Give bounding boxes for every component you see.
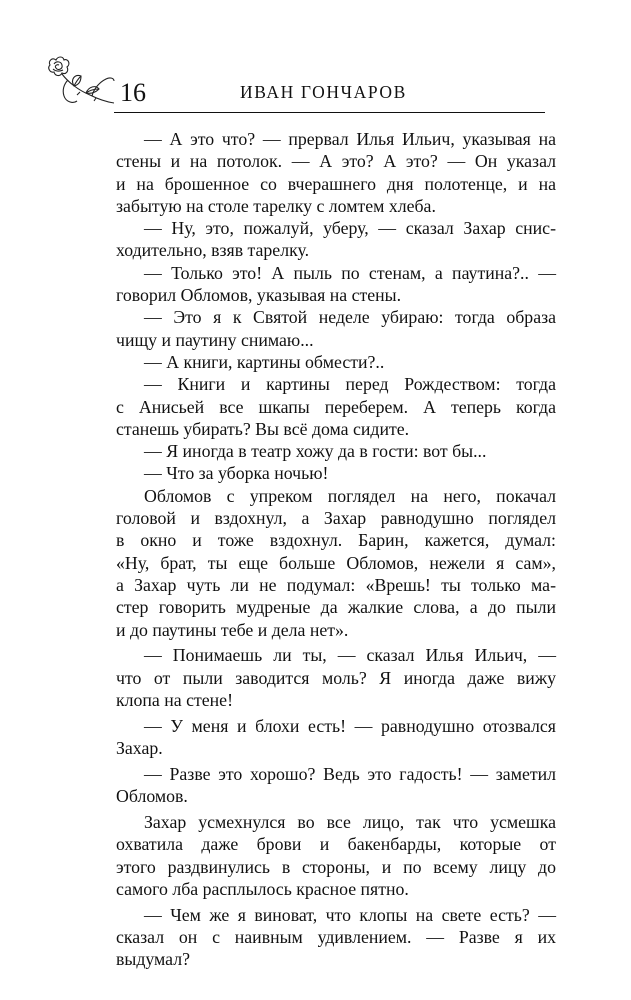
text-line: — А это что? — прервал Илья Ильич, указывая на	[144, 129, 556, 149]
text-line: станешь убирать? Вы всё дома сидите.	[116, 418, 410, 439]
header-divider	[114, 112, 545, 113]
text-line: этого раздвинулись в стороны, и по всему лицу до	[116, 856, 556, 877]
text-line: Захар усмехнулся во все лицо, так что усмешка	[144, 811, 556, 832]
text-line: — Я иногда в театр хожу да в гости: вот бы...	[144, 441, 487, 462]
text-line: выдумал?	[116, 949, 190, 970]
text-line: — Книги и картины перед Рождеством: тогда	[144, 374, 556, 395]
rose-icon	[44, 52, 116, 110]
text-line: Захар.	[116, 738, 163, 759]
text-line: — Разве это хорошо? Ведь это гадость! — заметил	[144, 763, 556, 784]
text-line: что от пыли заводится моль? Я иногда даже вижу	[116, 667, 556, 688]
text-line: «Ну, брат, ты еще больше Обломов, нежели я сам»,	[116, 552, 556, 573]
text-line: стены и на потолок. — А это? А это? — Он указал	[116, 151, 556, 172]
text-line: ходительно, взяв тарелку.	[116, 240, 310, 261]
text-line: охватила даже брови и бакенбарды, которые от	[116, 834, 556, 855]
text-line: — А книги, картины обмести?..	[144, 351, 385, 372]
text-line: самого лба расплылось красное пятно.	[116, 878, 409, 899]
text-line: чищу и паутину снимаю...	[116, 329, 314, 350]
text-line: — Это я к Святой неделе убираю: тогда образа	[144, 307, 556, 328]
text-line: — Ну, это, пожалуй, уберу, — сказал Захар снис-	[144, 218, 556, 239]
text-body	[116, 128, 556, 970]
text-line: стер говорить мудреные да жалкие слова, а до пыли	[116, 597, 556, 618]
text-line: — Только это! А пыль по стенам, а паутина?.. —	[144, 262, 556, 283]
text-line: говорил Обломов, указывая на стены.	[116, 285, 402, 306]
running-title: ИВАН ГОНЧАРОВ	[240, 82, 407, 102]
text-line: головой и вздохнул, а Захар равнодушно поглядел	[116, 508, 556, 529]
text-line: Обломов.	[116, 786, 188, 807]
text-line: — Понимаешь ли ты, — сказал Илья Ильич, —	[144, 645, 556, 666]
text-line: клопа на стене!	[116, 689, 233, 710]
text-line: и на брошенное со вчерашнего дня полотенце, и на	[116, 173, 556, 194]
text-line: с Анисьей все шкапы переберем. А теперь когда	[116, 396, 556, 417]
text-line: — Что за уборка ночью!	[144, 463, 329, 484]
text-line: сказал он с наивным удивлением. — Разве я их	[116, 926, 556, 947]
text-line: а Захар чуть ли не подумал: «Врешь! ты только ма-	[116, 574, 556, 595]
text-line: и до паутины тебе и дела нет».	[116, 619, 349, 640]
text-line: — У меня и блохи есть! — равнодушно отозвался	[144, 715, 556, 736]
text-line: Обломов с упреком поглядел на него, покачал	[144, 485, 556, 506]
text-line: в окно и тоже вздохнул. Барин, кажется, думал:	[116, 530, 556, 551]
page-number: 16	[120, 78, 146, 107]
text-line: — Чем же я виноват, что клопы на свете есть? —	[144, 904, 556, 925]
text-line: забытую на столе тарелку с ломтем хлеба.	[116, 195, 436, 216]
